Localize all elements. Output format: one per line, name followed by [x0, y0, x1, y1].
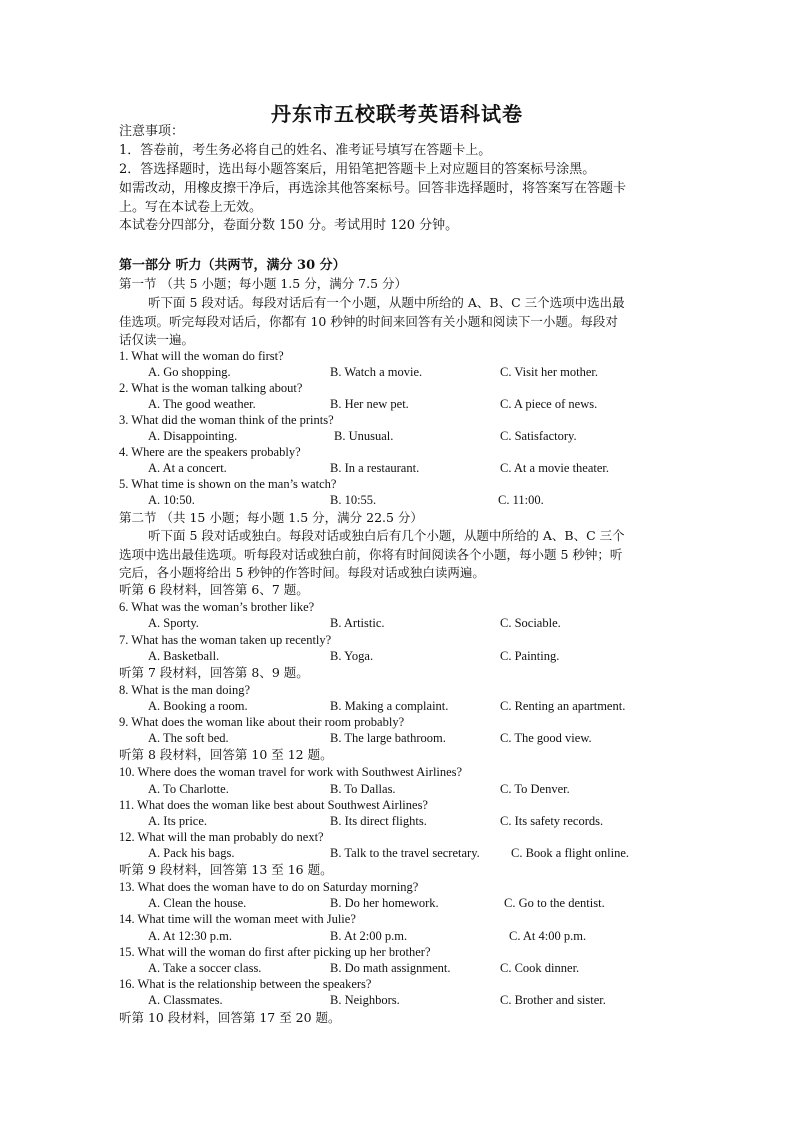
option-b: B. Its direct flights. — [330, 814, 427, 828]
section1-instructions: 听下面 5 段对话。每段对话后有一个小题，从题中所给的 A、B、C 三个选项中选出最 — [148, 295, 625, 310]
option-a: A. Basketball. — [148, 649, 220, 663]
option-b: B. Yoga. — [330, 649, 374, 663]
notice-item: 1．答卷前，考生务必将自己的姓名、准考证号填写在答题卡上。 — [119, 143, 492, 158]
question: 12. What will the man probably do next? — [119, 830, 324, 844]
option-c: C. To Denver. — [500, 782, 570, 796]
option-b: B. 10:55. — [330, 493, 377, 507]
option-a: A. At 12:30 p.m. — [148, 929, 233, 943]
option-a: A. Its price. — [148, 814, 208, 828]
option-a: A. Take a soccer class. — [148, 961, 262, 975]
option-c: C. Visit her mother. — [500, 365, 598, 379]
option-b: B. At 2:00 p.m. — [330, 929, 408, 943]
option-c: C. Sociable. — [500, 616, 561, 630]
option-c: C. 11:00. — [498, 493, 544, 507]
option-a: A. At a concert. — [148, 461, 227, 475]
part1-heading: 第一部分 听力（共两节，满分 30 分） — [119, 258, 346, 273]
option-c: C. At 4:00 p.m. — [509, 929, 587, 943]
question: 6. What was the woman’s brother like? — [119, 600, 315, 614]
option-a: A. 10:50. — [148, 493, 195, 507]
notice-item: 如需改动，用橡皮擦干净后，再选涂其他答案标号。回答非选择题时，将答案写在答题卡 — [119, 181, 627, 196]
option-c: C. Painting. — [500, 649, 560, 663]
section1-heading: 第一节 （共 5 小题；每小题 1.5 分，满分 7.5 分） — [119, 276, 408, 291]
question: 16. What is the relationship between the speakers? — [119, 977, 372, 991]
question: 7. What has the woman taken up recently? — [119, 633, 332, 647]
option-b: B. Unusual. — [334, 429, 394, 443]
question: 8. What is the man doing? — [119, 683, 250, 697]
section1-instructions: 话仅读一遍。 — [119, 332, 195, 347]
section2-instructions: 完后，各小题将给出 5 秒钟的作答时间。每段对话或独白读两遍。 — [119, 565, 485, 580]
question: 10. Where does the woman travel for work with Southwest Airlines? — [119, 765, 463, 779]
question: 1. What will the woman do first? — [119, 349, 284, 363]
option-a: A. Clean the house. — [148, 896, 247, 910]
option-c: C. Satisfactory. — [500, 429, 577, 443]
option-b: B. Neighbors. — [330, 993, 400, 1007]
notice-item: 2．答选择题时，选出每小题答案后，用铅笔把答题卡上对应题目的答案标号涂黑。 — [119, 162, 596, 177]
section2-instructions: 听下面 5 段对话或独白。每段对话或独白后有几个小题，从题中所给的 A、B、C 三个 — [148, 528, 625, 543]
option-c: C. Its safety records. — [500, 814, 604, 828]
question: 3. What did the woman think of the prints? — [119, 413, 334, 427]
option-a: A. Classmates. — [148, 993, 223, 1007]
option-b: B. Watch a movie. — [330, 365, 423, 379]
material-note: 听第 8 段材料，回答第 10 至 12 题。 — [119, 747, 333, 762]
section2-heading: 第二节 （共 15 小题；每小题 1.5 分，满分 22.5 分） — [119, 510, 423, 525]
option-b: B. In a restaurant. — [330, 461, 420, 475]
question: 9. What does the woman like about their room probably? — [119, 715, 405, 729]
option-c: C. At a movie theater. — [500, 461, 610, 475]
option-b: B. The large bathroom. — [330, 731, 446, 745]
question: 11. What does the woman like best about Southwest Airlines? — [119, 798, 428, 812]
option-a: A. Disappointing. — [148, 429, 238, 443]
notice-item: 上。写在本试卷上无效。 — [119, 200, 263, 215]
option-c: C. Cook dinner. — [500, 961, 580, 975]
option-c: C. The good view. — [500, 731, 592, 745]
option-b: B. To Dallas. — [330, 782, 396, 796]
option-a: A. The good weather. — [148, 397, 256, 411]
question: 5. What time is shown on the man’s watch? — [119, 477, 337, 491]
material-note: 听第 9 段材料，回答第 13 至 16 题。 — [119, 862, 333, 877]
question: 14. What time will the woman meet with Julie? — [119, 912, 356, 926]
notice-item: 本试卷分四部分，卷面分数 150 分。考试用时 120 分钟。 — [119, 218, 459, 233]
question: 4. Where are the speakers probably? — [119, 445, 301, 459]
question: 15. What will the woman do first after picking up her brother? — [119, 945, 431, 959]
option-c: C. Brother and sister. — [500, 993, 606, 1007]
option-b: B. Her new pet. — [330, 397, 409, 411]
material-note: 听第 6 段材料，回答第 6、7 题。 — [119, 582, 309, 597]
material-note: 听第 7 段材料，回答第 8、9 题。 — [119, 665, 309, 680]
option-a: A. Sporty. — [148, 616, 199, 630]
notice-heading: 注意事项： — [119, 124, 185, 139]
option-a: A. The soft bed. — [148, 731, 229, 745]
option-b: B. Do her homework. — [330, 896, 439, 910]
section1-instructions: 佳选项。听完每段对话后，你都有 10 秒钟的时间来回答有关小题和阅读下一小题。每段对 — [119, 314, 618, 329]
option-a: A. To Charlotte. — [148, 782, 229, 796]
option-c: C. Go to the dentist. — [504, 896, 605, 910]
option-b: B. Making a complaint. — [330, 699, 449, 713]
option-a: A. Go shopping. — [148, 365, 231, 379]
section2-instructions: 选项中选出最佳选项。听每段对话或独白前，你将有时间阅读各个小题，每小题 5 秒钟；听 — [119, 547, 623, 562]
option-b: B. Artistic. — [330, 616, 385, 630]
option-c: C. Book a flight online. — [511, 846, 630, 860]
material-note: 听第 10 段材料，回答第 17 至 20 题。 — [119, 1010, 341, 1025]
option-c: C. A piece of news. — [500, 397, 598, 411]
option-b: B. Do math assignment. — [330, 961, 451, 975]
question: 2. What is the woman talking about? — [119, 381, 303, 395]
option-c: C. Renting an apartment. — [500, 699, 626, 713]
page-title: 丹东市五校联考英语科试卷 — [271, 102, 523, 126]
question: 13. What does the woman have to do on Saturday morning? — [119, 880, 419, 894]
option-a: A. Pack his bags. — [148, 846, 235, 860]
option-a: A. Booking a room. — [148, 699, 248, 713]
option-b: B. Talk to the travel secretary. — [330, 846, 480, 860]
